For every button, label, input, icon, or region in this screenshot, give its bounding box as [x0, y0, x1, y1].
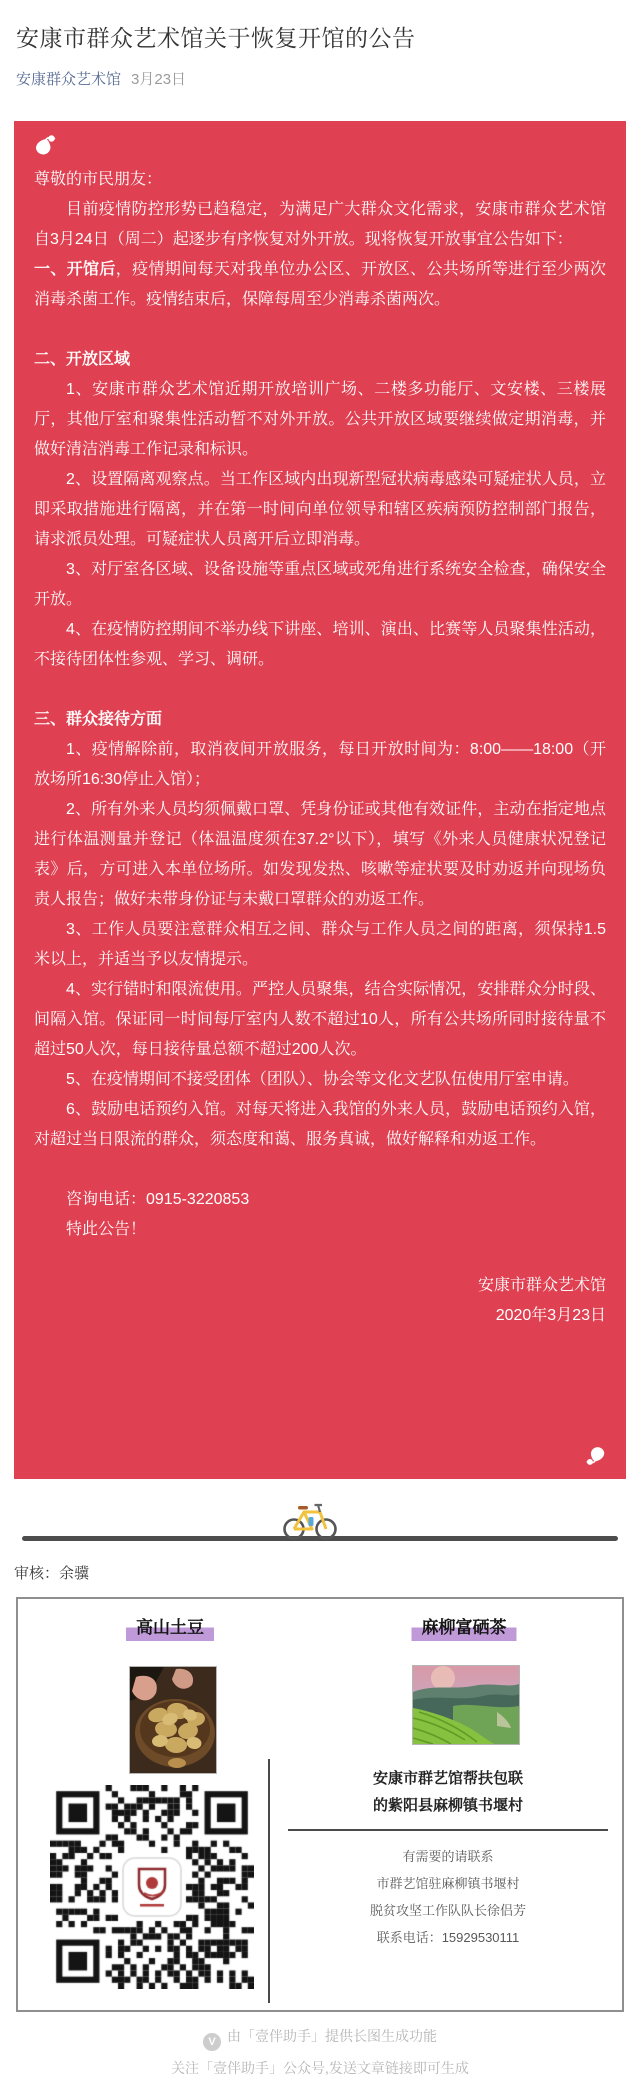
publish-date: 3月23日	[131, 71, 187, 88]
contact-intro: 有需要的请联系	[402, 1849, 494, 1864]
promo-info	[280, 1765, 616, 1951]
promo-info-line1: 安康市群艺馆帮扶包联	[372, 1770, 523, 1787]
contact-phone: 联系电话：15929530111	[376, 1930, 520, 1945]
notice-item: 2、设置隔离观察点。当工作区域内出现新型冠状病毒感染可疑症状人员，立即采取措施进行隔离，并在第一时间向单位领导和辖区疾病预防控制部门报告，请求派员处理。可疑症状人员离开后立即消毒。	[34, 471, 606, 548]
yiban-logo-icon: V	[203, 2033, 221, 2051]
notice-item: 6、鼓励电话预约入馆。对每天将进入我馆的外来人员，鼓励电话预约入馆，对超过当日限流的群众，须态度和蔼、服务真诚，做好解释和劝返工作。	[34, 1101, 606, 1148]
section1-text: ，疫情期间每天对我单位办公区、开放区、公共场所等进行至少两次消毒杀菌工作。疫情结束后，保障每周至少消毒杀菌两次。	[34, 261, 606, 308]
promo-info-line2: 的紫阳县麻柳镇书堰村	[372, 1797, 523, 1814]
notice-sign-date: 2020年3月23日	[495, 1307, 606, 1324]
notice-item: 5、在疫情期间不接受团体（团队）、协会等文化文艺队伍使用厅室申请。	[66, 1071, 579, 1088]
footer-line2: 关注「壹伴助手」公众号,发送文章链接即可生成	[171, 2060, 469, 2076]
notice-item: 1、疫情解除前，取消夜间开放服务，每日开放时间为：8:00——18:00（开放场所16:30停止入馆）；	[34, 741, 606, 788]
reviewer-line: 审核：余骥	[14, 1565, 90, 1582]
notice-signature: 安康市群众艺术馆	[477, 1277, 606, 1294]
notice-item: 2、所有外来人员均须佩戴口罩、凭身份证或其他有效证件，主动在指定地点进行体温测量并登记（体温温度须在37.2°以下），填写《外来人员健康状况登记表》后，方可进入本单位场所。如发现发热、咳嗽等症状要及时劝返并向现场负责人报告；做好未带身份证与未戴口罩群众的劝返工作。	[34, 801, 606, 908]
quote-swirl-icon	[32, 133, 60, 159]
notice-item: 3、对厅室各区域、设备设施等重点区域或死角进行系统安全检查，确保安全开放。	[34, 561, 606, 608]
notice-greeting: 尊敬的市民朋友：	[34, 171, 163, 188]
section3-heading: 三、群众接待方面	[34, 711, 163, 728]
section2-items	[34, 375, 606, 675]
quote-swirl-icon	[582, 1443, 608, 1467]
page-title: 安康市群众艺术馆关于恢复开馆的公告	[16, 25, 416, 51]
notice-phone: 咨询电话：0915-3220853	[66, 1191, 250, 1208]
notice-closing: 特此公告！	[66, 1221, 147, 1238]
qr-code[interactable]	[50, 1785, 254, 1989]
notice-item: 1、安康市群众艺术馆近期开放培训广场、二楼多功能厅、文安楼、三楼展厅，其他厅室和聚集性活动暂不对外开放。公共开放区域要继续做定期消毒，并做好清洁消毒工作记录和标识。	[34, 381, 606, 458]
notice-card	[14, 121, 626, 1479]
contact-org: 市群艺馆驻麻柳镇书堰村	[376, 1876, 520, 1891]
product-label-tea: 麻柳富硒茶	[412, 1613, 517, 1641]
section1-heading: 一、开馆后	[34, 261, 116, 278]
bicycle-icon	[281, 1497, 339, 1541]
notice-item: 4、在疫情防控期间不举办线下讲座、培训、演出、比赛等人员聚集性活动，不接待团体性参观、学习、调研。	[34, 621, 606, 668]
byline	[16, 68, 186, 89]
tea-field-photo	[412, 1665, 520, 1745]
notice-item: 3、工作人员要注意群众相互之间、群众与工作人员之间的距离，须保持1.5米以上，并适当予以友情提示。	[34, 921, 606, 968]
notice-item: 4、实行错时和限流使用。严控人员聚集，结合实际情况，安排群众分时段、间隔入馆。保证同一时间每厅室内人数不超过10人，所有公共场所同时接待量不超过50人次，每日接待量总额不超过200人次。	[34, 981, 606, 1058]
notice-intro: 目前疫情防控形势已趋稳定，为满足广大群众文化需求，安康市群众艺术馆自3月24日（周二）起逐步有序恢复对外开放。现将恢复开放事宜公告如下：	[34, 201, 606, 248]
section2-heading: 二、开放区域	[34, 351, 131, 368]
contact-person: 脱贫攻坚工作队队长徐侣芳	[369, 1903, 526, 1918]
account-link[interactable]: 安康群众艺术馆	[16, 71, 122, 88]
product-label-potato: 高山土豆	[126, 1613, 214, 1641]
promo-box	[16, 1597, 624, 2012]
notice-section1	[34, 255, 606, 315]
footer-line1	[0, 2026, 640, 2051]
footer-line1-text: 由「壹伴助手」提供长图生成功能	[227, 2028, 437, 2044]
promo-info-rule	[288, 1829, 608, 1831]
potato-photo	[129, 1666, 217, 1774]
section3-items	[34, 735, 606, 1155]
promo-vertical-divider	[268, 1759, 270, 2003]
